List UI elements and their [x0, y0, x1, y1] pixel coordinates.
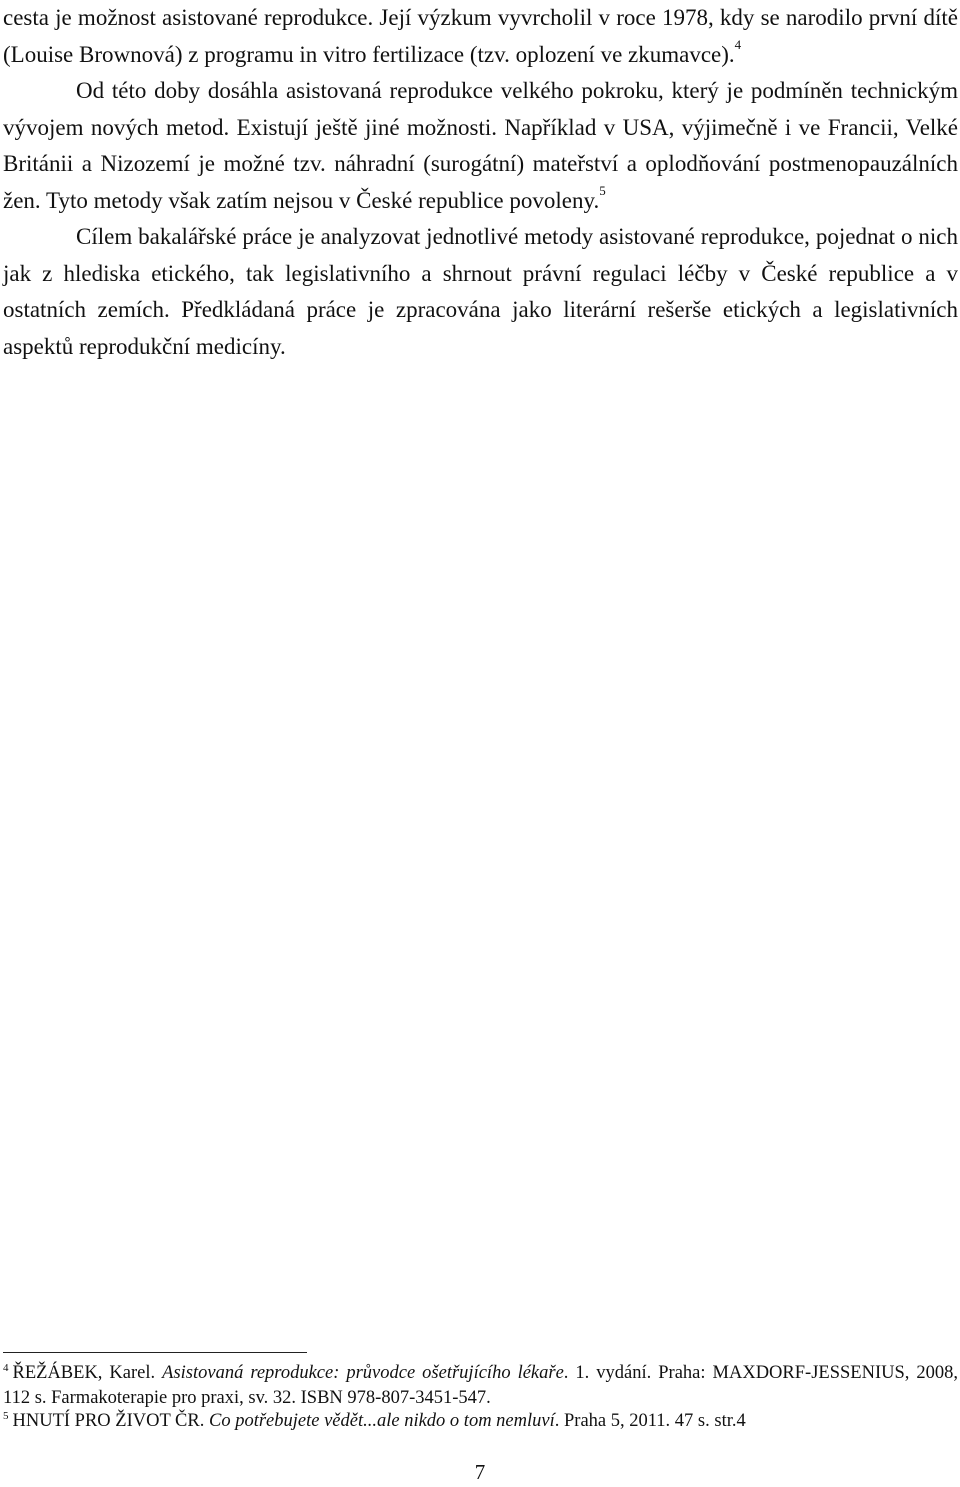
footnote-4-title: Asistovaná reprodukce: průvodce ošetřujícího lékaře	[162, 1363, 564, 1383]
footnote-5	[3, 1410, 958, 1435]
footnote-reference-5: 5	[599, 182, 606, 198]
footnote-separator	[3, 1352, 307, 1353]
footnote-5-number: 5	[3, 1410, 9, 1422]
footnote-4	[3, 1362, 958, 1410]
paragraph-1-text: cesta je možnost asistované reprodukce. Její výzkum vyvrcholil v roce 1978, kdy se narodilo první dítě (Louise Brownová) z programu in vitro fertilizace (tzv. oplození ve zkumavce).	[3, 5, 958, 67]
footnote-4-number: 4	[3, 1362, 9, 1374]
paragraph-3-text: Cílem bakalářské práce je analyzovat jednotlivé metody asistované reprodukce, pojednat o nich jak z hlediska etického, tak legislativního a shrnout právní regulaci léčby v České republice a v ostatních zemích. Předkládaná práce je zpracována jako literární rešerše etických a legislativních aspektů reprodukční medicíny.	[3, 224, 958, 359]
paragraph-1	[3, 0, 958, 73]
footnote-5-author: HNUTÍ PRO ŽIVOT ČR.	[12, 1411, 205, 1431]
body-text	[3, 0, 958, 365]
footnote-4-rest: . 1. vydání. Praha: MAXDORF-JESSENIUS, 2008, 112 s. Farmakoterapie pro praxi, sv. 32. ISBN 978-807-3451-547.	[3, 1363, 958, 1408]
page-number: 7	[474, 1460, 486, 1484]
footnote-4-author: ŘEŽÁBEK, Karel.	[12, 1363, 156, 1383]
paragraph-3	[3, 219, 958, 365]
footnote-reference-4: 4	[734, 36, 742, 52]
footnote-5-title: Co potřebujete vědět...ale nikdo o tom nemluví	[208, 1411, 555, 1431]
footnote-5-rest: . Praha 5, 2011. 47 s. str.4	[554, 1411, 746, 1431]
paragraph-2	[3, 73, 958, 219]
footnotes	[3, 1362, 958, 1435]
paragraph-2-text: Od této doby dosáhla asistovaná reprodukce velkého pokroku, který je podmíněn technickým vývojem nových metod. Existují ještě jiné možnosti. Například v USA, výjimečně i ve Francii, Velké Británii a Nizozemí je možné tzv. náhradní (surogátní) mateřství a oplodňování postmenopauzálních žen. Tyto metody však zatím nejsou v České republice povoleny.	[3, 78, 958, 213]
